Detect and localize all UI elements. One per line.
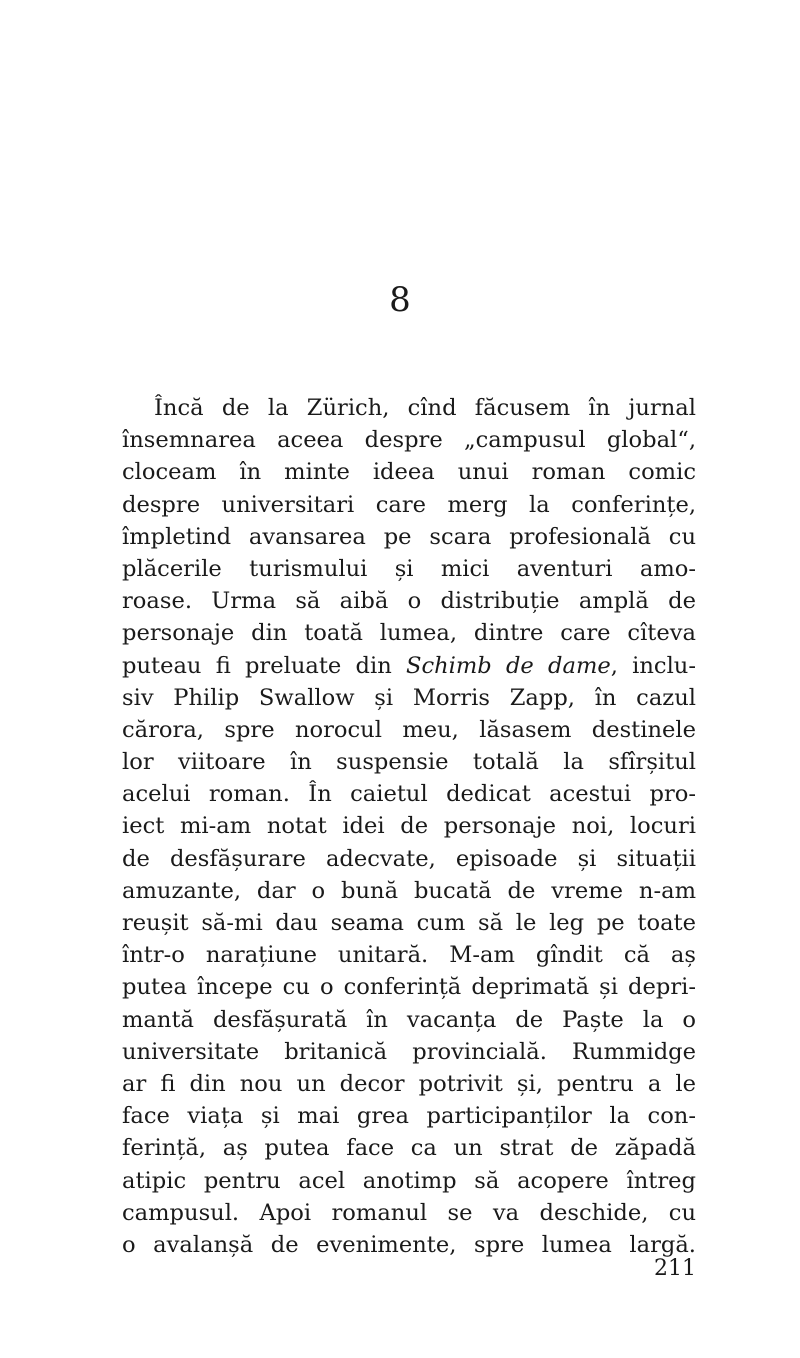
text-line: puteau fi preluate din Schimb de dame, inclu-: [122, 652, 696, 679]
text-line: face viața și mai grea participanților la con-: [122, 1103, 696, 1130]
text-line: atipic pentru acel anotimp să acopere întreg: [122, 1167, 696, 1194]
text-line: despre universitari care merg la conferințe,: [122, 491, 696, 518]
text-line: însemnarea aceea despre „campusul global“,: [122, 427, 696, 454]
text-line: acelui roman. În caietul dedicat acestui pro-: [122, 781, 696, 808]
text-line: ar fi din nou un decor potrivit și, pentru a le: [122, 1070, 696, 1097]
text-line: cloceam în minte ideea unui roman comic: [122, 459, 696, 486]
text-line: Încă de la Zürich, cînd făcusem în jurnal: [154, 395, 696, 421]
text-line: reușit să-mi dau seama cum să le leg pe toate: [122, 910, 696, 936]
chapter-number: 8: [389, 280, 411, 320]
text-line: o avalanșă de evenimente, spre lumea largă.: [122, 1231, 696, 1258]
text-line: cărora, spre norocul meu, lăsasem destinele: [122, 716, 696, 743]
text-line: siv Philip Swallow și Morris Zapp, în cazul: [122, 684, 696, 711]
book-title-schimb-de-dame: Schimb de dame: [405, 652, 611, 679]
text-line: campusul. Apoi romanul se va deschide, cu: [122, 1199, 696, 1226]
text-line: mantă desfășurată în vacanța de Paște la o: [122, 1006, 696, 1033]
text-line: împletind avansarea pe scara profesională cu: [122, 523, 696, 550]
text-line: iect mi-am notat idei de personaje noi, locuri: [122, 813, 696, 840]
chapter-text: [122, 392, 696, 1261]
text-line: într-o narațiune unitară. M-am gîndit că aș: [122, 942, 696, 969]
text-line: lor viitoare în suspensie totală la sfîrșitul: [122, 749, 696, 776]
text-line: amuzante, dar o bună bucată de vreme n-am: [122, 877, 696, 904]
text-line: ferință, aș putea face ca un strat de zăpadă: [122, 1135, 696, 1162]
text-line: de desfășurare adecvate, episoade și situații: [122, 845, 696, 872]
text-line: plăcerile turismului și mici aventuri amo-: [122, 555, 696, 582]
text-line: personaje din toată lumea, dintre care cîteva: [122, 620, 696, 647]
text-line: putea începe cu o conferință deprimată și depri-: [122, 974, 696, 1001]
text-line: universitate britanică provincială. Rummidge: [122, 1038, 696, 1065]
page-number: 211: [654, 1256, 696, 1281]
text-line: roase. Urma să aibă o distribuție amplă de: [122, 588, 696, 615]
